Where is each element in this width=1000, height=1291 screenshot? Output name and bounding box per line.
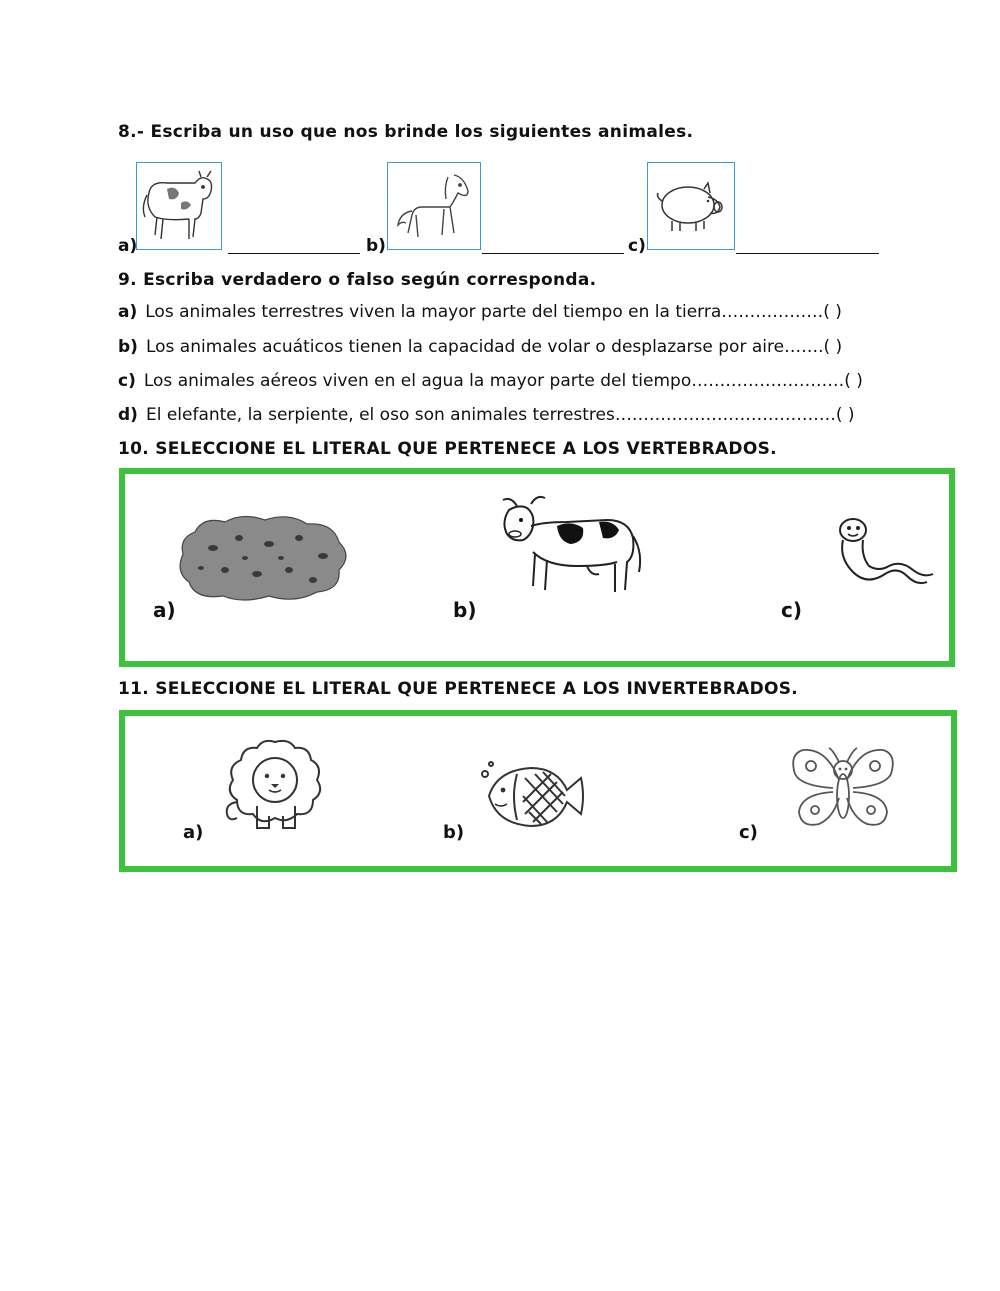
cow-image-frame	[136, 162, 222, 250]
q8-label-b: b)	[366, 236, 386, 256]
q8-title: 8.- Escriba un uso que nos brinde los siguientes animales.	[118, 122, 694, 142]
horse-image-frame	[387, 162, 481, 250]
q11-option-b-label[interactable]: b)	[443, 822, 465, 843]
q11-title: 11. SELECCIONE EL LITERAL QUE PERTENECE A LOS INVERTEBRADOS.	[118, 679, 799, 699]
q9-title: 9. Escriba verdadero o falso según corresponda.	[118, 270, 597, 290]
horse-icon	[388, 163, 480, 249]
butterfly-icon[interactable]	[787, 740, 899, 832]
pig-icon	[648, 163, 734, 249]
fish-icon[interactable]	[477, 756, 589, 836]
q8-answer-a-line[interactable]	[228, 253, 360, 254]
q10-title: 10. SELECCIONE EL LITERAL QUE PERTENECE A LOS VERTEBRADOS.	[118, 439, 777, 459]
q9-statement-a	[118, 302, 842, 322]
q9-text-d: El elefante, la serpiente, el oso son animales terrestres…………………………………	[145, 405, 836, 425]
q8-label-c: c)	[628, 236, 646, 256]
q9-answer-a[interactable]: ( )	[823, 302, 842, 322]
q9-text-b: Los animales acuáticos tienen la capacidad de volar o desplazarse por aire…….	[145, 337, 824, 357]
sponge-icon[interactable]	[173, 508, 355, 606]
q10-option-c-label[interactable]: c)	[781, 598, 802, 622]
q8-label-a: a)	[118, 236, 138, 256]
q9-statement-c	[118, 371, 863, 391]
q9-label-c: c)	[118, 371, 136, 391]
q10-option-b-label[interactable]: b)	[453, 598, 477, 622]
lion-icon[interactable]	[217, 736, 333, 836]
cow-icon	[137, 163, 221, 249]
q10-options-box	[119, 468, 955, 667]
q9-statement-d	[118, 405, 855, 425]
q9-text-a: Los animales terrestres viven la mayor parte del tiempo en la tierra………………	[145, 302, 824, 322]
q9-statement-b	[118, 337, 842, 357]
q10-option-a-label[interactable]: a)	[153, 598, 176, 622]
q9-text-c: Los animales aéreos viven en el agua la mayor parte del tiempo………………………	[143, 371, 845, 391]
q11-option-c-label[interactable]: c)	[739, 822, 758, 843]
q11-options-box	[119, 710, 957, 872]
q8-answer-b-line[interactable]	[482, 253, 624, 254]
worm-icon[interactable]	[833, 514, 939, 600]
cow-icon[interactable]	[487, 486, 647, 606]
q9-label-d: d)	[118, 405, 138, 425]
q9-label-a: a)	[118, 302, 138, 322]
q9-label-b: b)	[118, 337, 138, 357]
q11-option-a-label[interactable]: a)	[183, 822, 204, 843]
q9-answer-b[interactable]: ( )	[823, 337, 843, 357]
q9-answer-d[interactable]: ( )	[835, 405, 855, 425]
q8-answer-c-line[interactable]	[736, 253, 879, 254]
pig-image-frame	[647, 162, 735, 250]
q9-answer-c[interactable]: ( )	[844, 371, 863, 391]
